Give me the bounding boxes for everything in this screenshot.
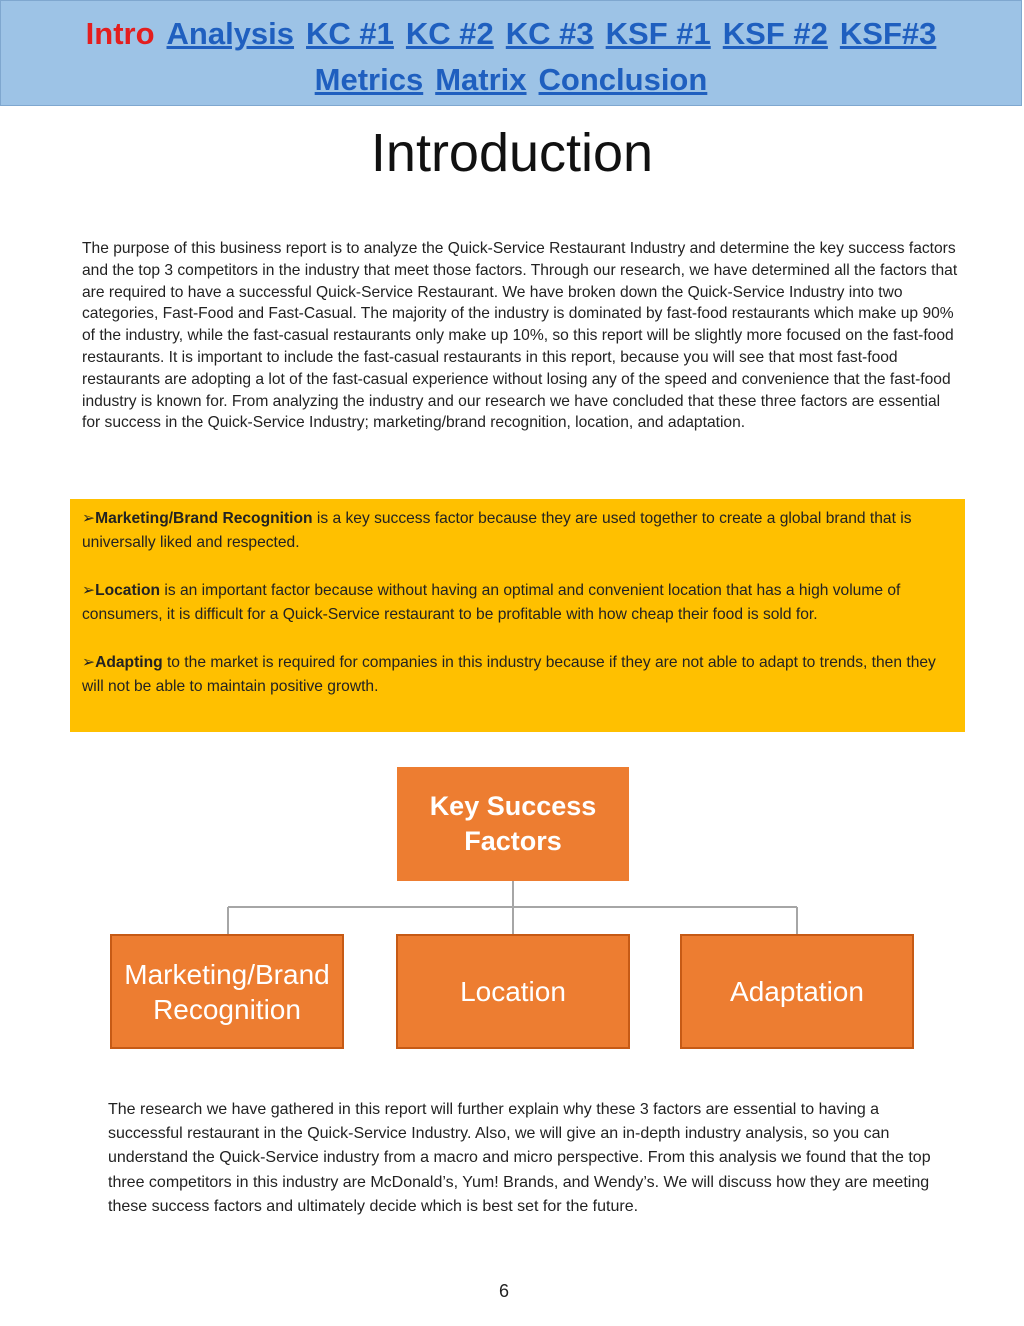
callout-text: is a key success factor because they are used together to create a global brand that is universally liked and respected. <box>82 510 912 551</box>
callout-text: is an important factor because without having an optimal and convenient location that has a high volume of consumers, it is difficult for a Quick-Service restaurant to be profitable with how cheap their food is sold for. <box>82 582 901 623</box>
nav-row-1 <box>1 11 1021 57</box>
nav-link-ksf3[interactable]: KSF#3 <box>839 16 937 51</box>
bullet-arrow-icon: ➢ <box>82 510 96 527</box>
key-factors-callout <box>70 499 965 732</box>
diagram-root-key-success-factors: Key Success Factors <box>397 767 629 881</box>
diagram-node-adaptation: Adaptation <box>680 934 914 1049</box>
outro-paragraph: The research we have gathered in this report will further explain why these 3 factors are essential to having a successful restaurant in the Quick-Service Industry. Also, we will give an in-depth industry analysis, so you can understand the Quick-Service industry from a macro and micro perspective. From this analysis we found that the top three competitors in this industry are McDonald’s, Yum! Brands, and Wendy’s. We will discuss how they are meeting these success factors and ultimately decide which is best set for the future. <box>108 1101 931 1215</box>
diagram-node-location: Location <box>396 934 630 1049</box>
nav-row-2 <box>1 57 1021 103</box>
callout-text: to the market is required for companies in this industry because if they are not able to adapt to trends, then they will not be able to maintain positive growth. <box>82 654 936 695</box>
nav-link-matrix[interactable]: Matrix <box>435 62 527 97</box>
nav-link-ksf2[interactable]: KSF #2 <box>722 16 828 51</box>
bullet-arrow-icon: ➢ <box>82 654 96 671</box>
intro-paragraph: The purpose of this business report is to analyze the Quick-Service Restaurant Industry and determine the key success factors and the top 3 competitors in the industry that meet those factors. Through our research, we have determined all the factors that are required to have a successful Quick-Service Restaurant. We have broken down the Quick-Service Industry into two categories, Fast-Food and Fast-Casual. The majority of the industry is dominated by fast-food restaurants which make up 90% of the industry, while the fast-casual restaurants only make up 10%, so this report will be slightly more focused on the fast-food restaurants. It is important to include the fast-casual restaurants in this report, because you will see that most fast-food restaurants are adopting a lot of the fast-casual experience without losing any of the speed and convenience that the fast-food industry is known for. From analyzing the industry and our research we have concluded that these three factors are essential for success in the Quick-Service Industry; marketing/brand recognition, location, and adaptation. <box>82 240 958 432</box>
callout-item-location <box>82 579 955 627</box>
callout-item-marketing <box>82 507 955 555</box>
nav-link-analysis[interactable]: Analysis <box>166 16 295 51</box>
callout-term: Marketing/Brand Recognition <box>95 510 313 527</box>
page-number: 6 <box>498 1281 509 1301</box>
nav-link-kc3[interactable]: KC #3 <box>505 16 594 51</box>
nav-current-intro: Intro <box>85 16 155 51</box>
nav-link-ksf1[interactable]: KSF #1 <box>605 16 711 51</box>
diagram-node-marketing: Marketing/Brand Recognition <box>110 934 344 1049</box>
nav-link-conclusion[interactable]: Conclusion <box>538 62 708 97</box>
nav-link-metrics[interactable]: Metrics <box>314 62 424 97</box>
callout-item-adapting <box>82 651 955 699</box>
bullet-arrow-icon: ➢ <box>82 582 96 599</box>
nav-link-kc2[interactable]: KC #2 <box>405 16 494 51</box>
callout-term: Location <box>95 582 161 599</box>
page-title: Introduction <box>370 123 654 183</box>
callout-term: Adapting <box>95 654 163 671</box>
nav-link-kc1[interactable]: KC #1 <box>306 16 394 51</box>
section-nav-bar <box>0 0 1022 106</box>
